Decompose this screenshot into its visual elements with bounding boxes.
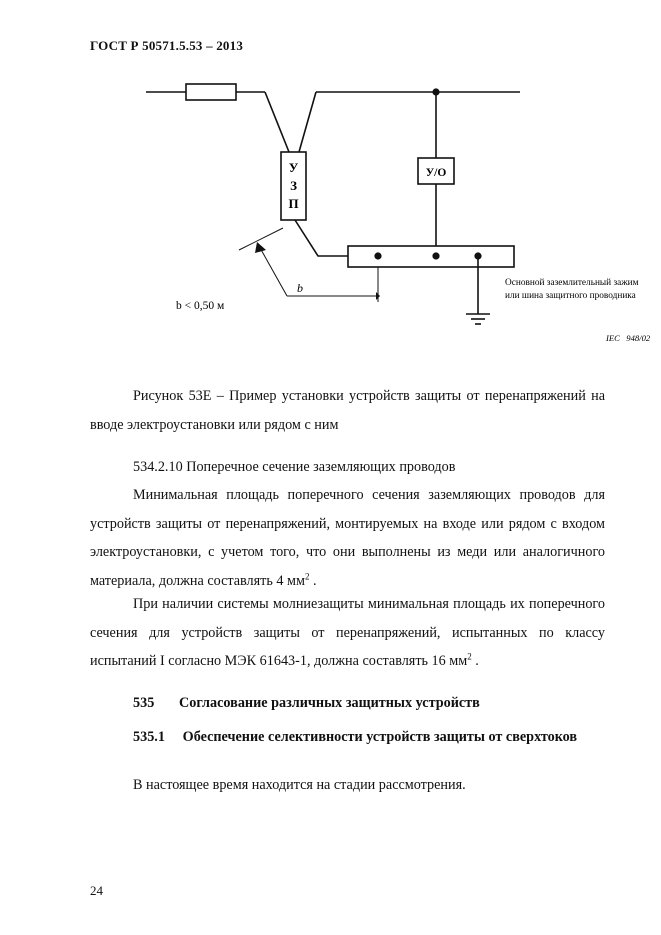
distance-note: b < 0,50 м bbox=[176, 300, 225, 312]
dimension-arrow-start bbox=[255, 242, 266, 253]
paragraph-text: Минимальная площадь поперечного сечения заземляющих проводов для устройств защиты от перенапряжений, монтируемых на входе или рядом с входом электроустановки, с учетом того, что они выполнены из меди или аналогичного материала, должна составлять 4 мм bbox=[90, 487, 605, 589]
document-header: ГОСТ Р 50571.5.53 – 2013 bbox=[90, 38, 244, 53]
paragraph-end: . bbox=[471, 653, 479, 669]
junction-bus-3 bbox=[474, 252, 481, 259]
junction-bus-1 bbox=[374, 252, 381, 259]
figure-caption: Рисунок 53Е – Пример установки устройств защиты от перенапряжений на вводе электроустановки или рядом с ним bbox=[90, 388, 605, 433]
section-535-heading bbox=[133, 695, 480, 712]
earthing-bus bbox=[348, 246, 514, 267]
installation-diagram bbox=[0, 70, 661, 370]
spd-letter-u: У bbox=[288, 160, 299, 175]
fuse bbox=[186, 84, 236, 100]
spd-earthing-conductor bbox=[295, 220, 348, 256]
junction-bus-2 bbox=[432, 252, 439, 259]
section-title: Согласование различных защитных устройств bbox=[179, 695, 480, 711]
branch-to-spd-left bbox=[265, 92, 289, 152]
equipment-label: У/О bbox=[425, 167, 447, 179]
branch-to-spd-right bbox=[299, 92, 316, 152]
paragraph-end: . bbox=[309, 572, 317, 589]
paragraph-lightning bbox=[90, 590, 605, 676]
dimension-line bbox=[259, 246, 287, 296]
spd-letter-p: П bbox=[288, 196, 299, 211]
junction-top bbox=[432, 88, 439, 95]
section-title: Обеспечение селективности устройств защиты от сверхтоков bbox=[182, 729, 578, 745]
section-535-1-body: В настоящее время находится на стадии рассмотрения. bbox=[133, 777, 466, 793]
section-number: 535.1 bbox=[133, 729, 165, 745]
paragraph-text: При наличии системы молниезащиты минимальная площадь их поперечного сечения для устройств защиты от перенапряжений, испытанных по классу испытаний I согласно МЭК 61643-1, должна составлять 16 мм bbox=[90, 596, 605, 669]
section-number: 535 bbox=[133, 695, 155, 711]
superscript: 2 bbox=[467, 651, 472, 662]
spd-letter-z: З bbox=[290, 178, 297, 193]
bus-label-line2: или шина защитного проводника bbox=[505, 291, 636, 301]
page-number: 24 bbox=[90, 883, 103, 898]
paragraph-cross-section bbox=[90, 481, 605, 595]
figure-source-ref: IEC 948/02 bbox=[606, 333, 651, 343]
bus-label-line1: Основной заземлительный зажим bbox=[505, 278, 639, 288]
dimension-label: b bbox=[297, 281, 303, 295]
section-535-1-heading bbox=[90, 723, 605, 752]
clause-534-2-10-title: 534.2.10 Поперечное сечение заземляющих проводов bbox=[133, 459, 456, 475]
superscript: 2 bbox=[304, 570, 310, 581]
